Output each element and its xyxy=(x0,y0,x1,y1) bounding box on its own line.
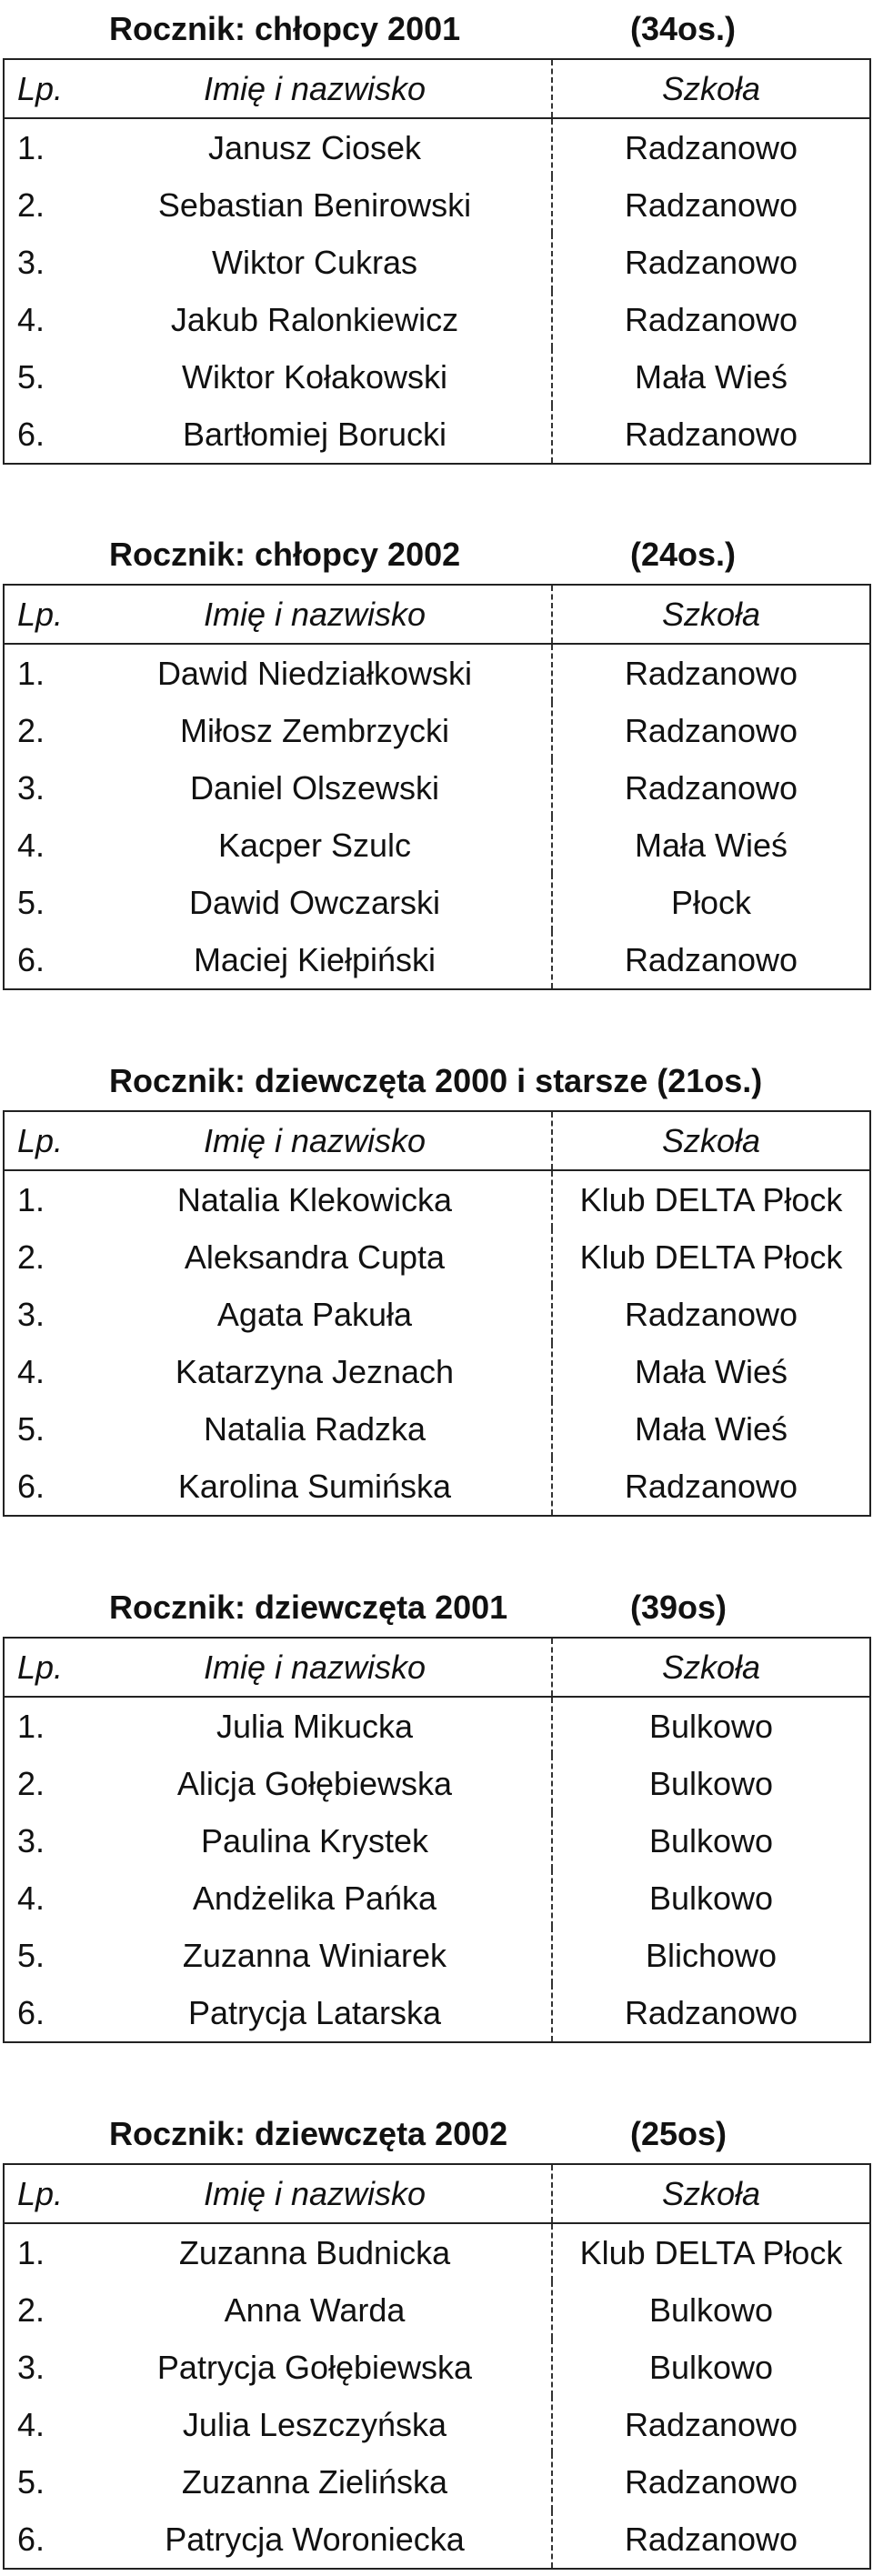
column-header-name: Imię i nazwisko xyxy=(78,59,552,118)
name-cell: Patrycja Gołębiewska xyxy=(78,2339,552,2396)
name-cell: Anna Warda xyxy=(78,2281,552,2339)
name-cell: Jakub Ralonkiewicz xyxy=(78,291,552,348)
column-header-lp: Lp. xyxy=(4,59,78,118)
school-cell: Radzanowo xyxy=(624,2405,798,2443)
school-cell: Radzanowo xyxy=(624,1295,798,1333)
rank-cell: 3. xyxy=(17,768,45,807)
rank-cell: 4. xyxy=(17,2405,45,2443)
table-row xyxy=(4,348,870,406)
rank-cell: 1. xyxy=(17,2233,45,2271)
rank-cell: 2. xyxy=(17,1764,45,1802)
table-row xyxy=(4,759,870,817)
table-header-row xyxy=(4,59,870,118)
table-header-row xyxy=(4,2164,870,2223)
rank-cell: 1. xyxy=(17,128,45,166)
table-row xyxy=(4,644,870,702)
school-cell: Klub DELTA Płock xyxy=(579,2233,843,2271)
school-cell: Radzanowo xyxy=(624,2520,798,2558)
name-cell: Aleksandra Cupta xyxy=(78,1228,552,1286)
table-row xyxy=(4,874,870,931)
school-cell: Bulkowo xyxy=(648,2290,774,2329)
table-header-row xyxy=(4,1111,870,1170)
rank-cell: 6. xyxy=(17,1467,45,1505)
school-cell: Radzanowo xyxy=(624,2462,798,2501)
results-table xyxy=(3,584,871,990)
rank-cell: 1. xyxy=(17,1180,45,1218)
school-cell: Radzanowo xyxy=(624,128,798,166)
rank-cell: 4. xyxy=(17,300,45,338)
table-row xyxy=(4,817,870,874)
rank-cell: 3. xyxy=(17,243,45,281)
name-cell: Janusz Ciosek xyxy=(78,118,552,176)
name-cell: Julia Mikucka xyxy=(78,1697,552,1755)
rank-cell: 3. xyxy=(17,2348,45,2386)
rank-cell: 3. xyxy=(17,1295,45,1333)
table-row xyxy=(4,1812,870,1869)
category-label: Rocznik: chłopcy 2001 xyxy=(109,10,461,47)
name-cell: Alicja Gołębiewska xyxy=(78,1755,552,1812)
school-cell: Radzanowo xyxy=(624,940,798,978)
table-row xyxy=(4,118,870,176)
school-cell: Bulkowo xyxy=(648,2348,774,2386)
participant-count: (34os.) xyxy=(630,10,737,47)
table-row xyxy=(4,1170,870,1228)
rank-cell: 5. xyxy=(17,1936,45,1974)
table-header-row xyxy=(4,1638,870,1697)
results-table xyxy=(3,1637,871,2043)
school-cell: Klub DELTA Płock xyxy=(579,1180,843,1218)
table-row xyxy=(4,1458,870,1516)
table-row xyxy=(4,931,870,989)
results-table xyxy=(3,58,871,465)
school-cell: Bulkowo xyxy=(648,1821,774,1859)
rank-cell: 6. xyxy=(17,415,45,453)
column-header-lp: Lp. xyxy=(4,1638,78,1697)
school-cell: Blichowo xyxy=(645,1936,778,1974)
name-cell: Julia Leszczyńska xyxy=(78,2396,552,2453)
column-header-lp: Lp. xyxy=(4,1111,78,1170)
category-heading xyxy=(0,0,873,58)
rank-cell: 5. xyxy=(17,883,45,921)
table-row xyxy=(4,291,870,348)
rank-cell: 6. xyxy=(17,1993,45,2031)
name-cell: Daniel Olszewski xyxy=(78,759,552,817)
name-cell: Maciej Kiełpiński xyxy=(78,931,552,989)
results-table xyxy=(3,2163,871,2570)
table-row xyxy=(4,1286,870,1343)
name-cell: Zuzanna Zielińska xyxy=(78,2453,552,2511)
school-cell: Radzanowo xyxy=(624,1467,798,1505)
name-cell: Andżelika Pańka xyxy=(78,1869,552,1927)
rank-cell: 5. xyxy=(17,357,45,396)
school-cell: Mała Wieś xyxy=(634,826,788,864)
rank-cell: 2. xyxy=(17,2290,45,2329)
column-header-name: Imię i nazwisko xyxy=(78,1638,552,1697)
table-row xyxy=(4,2396,870,2453)
rank-cell: 5. xyxy=(17,2462,45,2501)
name-cell: Sebastian Benirowski xyxy=(78,176,552,234)
category-label: Rocznik: chłopcy 2002 xyxy=(109,536,461,573)
category-label: Rocznik: dziewczęta 2002 xyxy=(109,2115,508,2152)
table-row xyxy=(4,1984,870,2042)
rank-cell: 2. xyxy=(17,1238,45,1276)
school-cell: Mała Wieś xyxy=(634,357,788,396)
column-header-school: Szkoła xyxy=(552,585,870,644)
table-row xyxy=(4,1697,870,1755)
rank-cell: 2. xyxy=(17,185,45,224)
participant-count: (39os) xyxy=(630,1589,728,1626)
school-cell: Radzanowo xyxy=(624,1993,798,2031)
category-label: Rocznik: dziewczęta 2000 i starsze (21os.) xyxy=(109,1062,763,1099)
name-cell: Bartłomiej Borucki xyxy=(78,406,552,464)
table-row xyxy=(4,2511,870,2569)
table-row xyxy=(4,1228,870,1286)
school-cell: Radzanowo xyxy=(624,711,798,749)
name-cell: Karolina Sumińska xyxy=(78,1458,552,1516)
table-row xyxy=(4,1927,870,1984)
school-cell: Bulkowo xyxy=(648,1879,774,1917)
name-cell: Zuzanna Budnicka xyxy=(78,2223,552,2281)
table-row xyxy=(4,2281,870,2339)
name-cell: Dawid Niedziałkowski xyxy=(78,644,552,702)
rank-cell: 4. xyxy=(17,826,45,864)
school-cell: Bulkowo xyxy=(648,1707,774,1745)
rank-cell: 4. xyxy=(17,1352,45,1390)
name-cell: Dawid Owczarski xyxy=(78,874,552,931)
name-cell: Wiktor Cukras xyxy=(78,234,552,291)
table-row xyxy=(4,1400,870,1458)
results-table xyxy=(3,1110,871,1517)
name-cell: Paulina Krystek xyxy=(78,1812,552,1869)
column-header-school: Szkoła xyxy=(552,59,870,118)
category-heading xyxy=(0,1579,873,1637)
name-cell: Natalia Klekowicka xyxy=(78,1170,552,1228)
table-row xyxy=(4,2223,870,2281)
school-cell: Radzanowo xyxy=(624,243,798,281)
name-cell: Kacper Szulc xyxy=(78,817,552,874)
category-heading xyxy=(0,2105,873,2163)
table-row xyxy=(4,406,870,464)
category-label: Rocznik: dziewczęta 2001 xyxy=(109,1589,508,1626)
school-cell: Klub DELTA Płock xyxy=(579,1238,843,1276)
school-cell: Radzanowo xyxy=(624,654,798,692)
school-cell: Bulkowo xyxy=(648,1764,774,1802)
school-cell: Mała Wieś xyxy=(634,1409,788,1448)
school-cell: Radzanowo xyxy=(624,185,798,224)
table-row xyxy=(4,234,870,291)
name-cell: Patrycja Woroniecka xyxy=(78,2511,552,2569)
rank-cell: 1. xyxy=(17,654,45,692)
rank-cell: 6. xyxy=(17,940,45,978)
participant-count: (25os) xyxy=(630,2115,728,2152)
table-header-row xyxy=(4,585,870,644)
name-cell: Zuzanna Winiarek xyxy=(78,1927,552,1984)
rank-cell: 5. xyxy=(17,1409,45,1448)
column-header-school: Szkoła xyxy=(552,2164,870,2223)
school-cell: Radzanowo xyxy=(624,415,798,453)
column-header-name: Imię i nazwisko xyxy=(78,585,552,644)
rank-cell: 4. xyxy=(17,1879,45,1917)
table-row xyxy=(4,1755,870,1812)
rank-cell: 1. xyxy=(17,1707,45,1745)
name-cell: Miłosz Zembrzycki xyxy=(78,702,552,759)
column-header-name: Imię i nazwisko xyxy=(78,1111,552,1170)
column-header-school: Szkoła xyxy=(552,1111,870,1170)
column-header-lp: Lp. xyxy=(4,2164,78,2223)
rank-cell: 3. xyxy=(17,1821,45,1859)
name-cell: Natalia Radzka xyxy=(78,1400,552,1458)
rank-cell: 6. xyxy=(17,2520,45,2558)
column-header-school: Szkoła xyxy=(552,1638,870,1697)
school-cell: Radzanowo xyxy=(624,768,798,807)
school-cell: Radzanowo xyxy=(624,300,798,338)
table-row xyxy=(4,2339,870,2396)
table-row xyxy=(4,1343,870,1400)
rank-cell: 2. xyxy=(17,711,45,749)
name-cell: Wiktor Kołakowski xyxy=(78,348,552,406)
name-cell: Patrycja Latarska xyxy=(78,1984,552,2042)
table-row xyxy=(4,702,870,759)
table-row xyxy=(4,1869,870,1927)
column-header-name: Imię i nazwisko xyxy=(78,2164,552,2223)
participant-count: (24os.) xyxy=(630,536,737,573)
table-row xyxy=(4,2453,870,2511)
name-cell: Katarzyna Jeznach xyxy=(78,1343,552,1400)
school-cell: Mała Wieś xyxy=(634,1352,788,1390)
name-cell: Agata Pakuła xyxy=(78,1286,552,1343)
category-heading xyxy=(0,526,873,584)
category-heading xyxy=(0,1052,873,1110)
column-header-lp: Lp. xyxy=(4,585,78,644)
table-row xyxy=(4,176,870,234)
school-cell: Płock xyxy=(670,883,752,921)
